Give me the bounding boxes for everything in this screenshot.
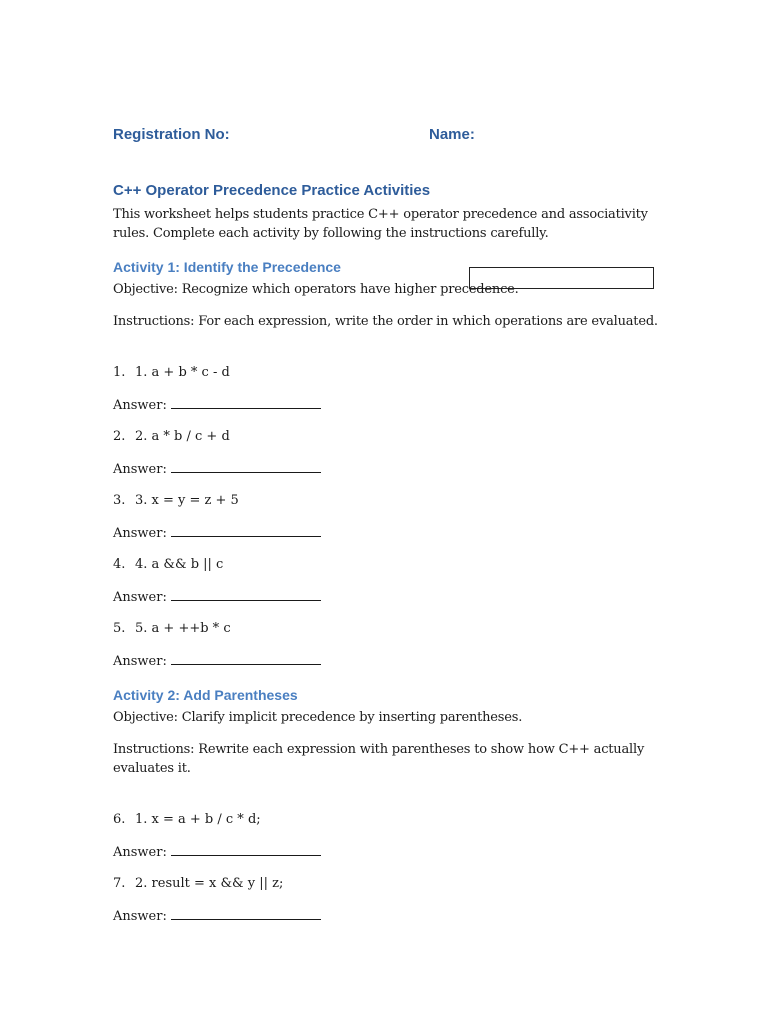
registration-label: Registration No: (113, 126, 230, 143)
answer-label: Answer: (113, 462, 167, 477)
answer-row (113, 524, 321, 543)
item-number: 7. (113, 876, 126, 891)
answer-blank[interactable] (171, 524, 321, 537)
list-item (113, 428, 230, 446)
item-text: 2. a * b / c + d (135, 429, 230, 444)
item-text: 1. a + b * c - d (135, 365, 230, 380)
list-item (113, 620, 231, 638)
list-item (113, 492, 239, 510)
answer-blank[interactable] (171, 652, 321, 665)
answer-blank[interactable] (171, 460, 321, 473)
item-text: 5. a + ++b * c (135, 621, 231, 636)
item-text: 3. x = y = z + 5 (135, 493, 239, 508)
answer-row (113, 588, 321, 607)
answer-blank[interactable] (171, 907, 321, 920)
answer-label: Answer: (113, 526, 167, 541)
answer-row (113, 843, 321, 862)
item-number: 6. (113, 812, 126, 827)
item-number: 3. (113, 493, 126, 508)
activity1-instructions: Instructions: For each expression, write the order in which operations are evaluated. (113, 314, 658, 329)
answer-row (113, 907, 321, 926)
list-item (113, 364, 230, 382)
answer-blank[interactable] (171, 843, 321, 856)
answer-row (113, 396, 321, 415)
list-item (113, 811, 261, 829)
answer-label: Answer: (113, 654, 167, 669)
activity1-title: Activity 1: Identify the Precedence (113, 259, 341, 275)
activity2-title: Activity 2: Add Parentheses (113, 687, 298, 703)
item-number: 1. (113, 365, 126, 380)
answer-label: Answer: (113, 398, 167, 413)
activity2-objective: Objective: Clarify implicit precedence by inserting parentheses. (113, 710, 523, 725)
item-text: 1. x = a + b / c * d; (135, 812, 261, 827)
answer-row (113, 460, 321, 479)
intro-paragraph: This worksheet helps students practice C++ operator precedence and associativity rules. Complete each activity by following the instructions carefully. (113, 207, 648, 241)
answer-row (113, 652, 321, 671)
item-text: 4. a && b || c (135, 557, 224, 572)
activity2-instructions: Instructions: Rewrite each expression with parentheses to show how C++ actually evaluates it. (113, 742, 645, 776)
answer-label: Answer: (113, 909, 167, 924)
answer-blank[interactable] (171, 396, 321, 409)
item-number: 2. (113, 429, 126, 444)
answer-blank[interactable] (171, 588, 321, 601)
list-item (113, 875, 283, 893)
item-number: 5. (113, 621, 126, 636)
answer-label: Answer: (113, 845, 167, 860)
activity1-objective: Objective: Recognize which operators have higher precedence. (113, 282, 519, 297)
item-number: 4. (113, 557, 126, 572)
page-title: C++ Operator Precedence Practice Activities (113, 182, 431, 199)
name-label: Name: (429, 126, 475, 143)
answer-label: Answer: (113, 590, 167, 605)
list-item (113, 556, 223, 574)
item-text: 2. result = x && y || z; (135, 876, 284, 891)
